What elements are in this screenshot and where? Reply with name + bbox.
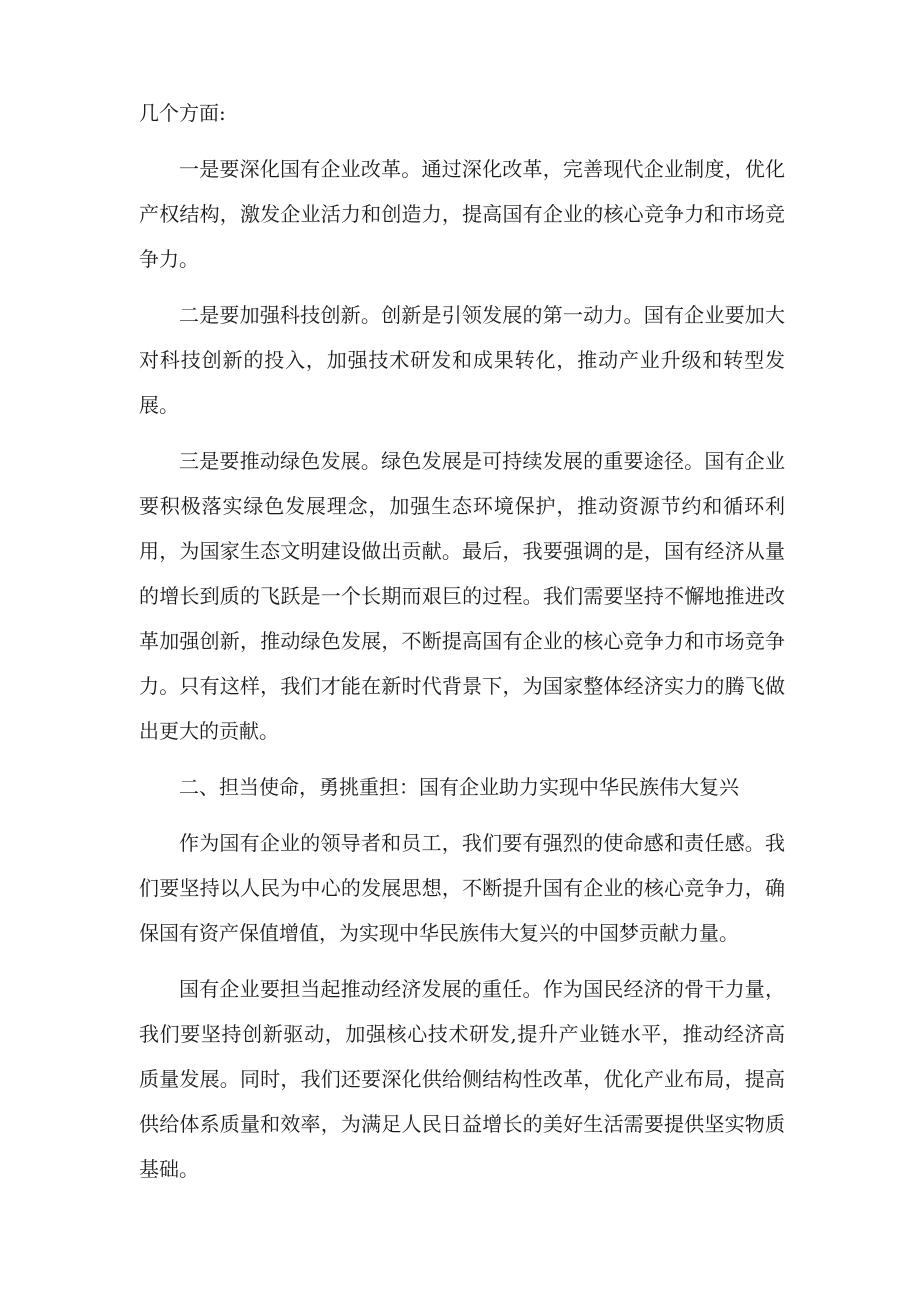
document-body	[139, 91, 785, 1203]
paragraph-point-three: 三是要推动绿色发展。绿色发展是可持续发展的重要途径。国有企业要积极落实绿色发展理念，加强生态环境保护，推动资源节约和循环利用，为国家生态文明建设做出贡献。最后，我要强调的是，国有经济从量的增长到质的飞跃是一个长期而艰巨的过程。我们需要坚持不懈地推进改革加强创新，推动绿色发展，不断提高国有企业的核心竞争力和市场竞争力。只有这样，我们才能在新时代背景下，为国家整体经济实力的腾飞做出更大的贡献。	[139, 449, 785, 743]
paragraph-point-two: 二是要加强科技创新。创新是引领发展的第一动力。国有企业要加大对科技创新的投入，加强技术研发和成果转化，推动产业升级和转型发展。	[139, 303, 785, 417]
paragraph-intro: 几个方面:	[139, 101, 226, 125]
paragraph-point-one: 一是要深化国有企业改革。通过深化改革，完善现代企业制度，优化产权结构，激发企业活力和创造力，提高国有企业的核心竞争力和市场竞争力。	[139, 157, 785, 271]
paragraph-responsibility: 国有企业要担当起推动经济发展的重任。作为国民经济的骨干力量，我们要坚持创新驱动，加强核心技术研发,提升产业链水平，推动经济高质量发展。同时，我们还要深化供给侧结构性改革，优化产业布局，提高供给体系质量和效率，为满足人民日益增长的美好生活需要提供坚实物质基础。	[139, 977, 785, 1181]
paragraph-mission: 作为国有企业的领导者和员工，我们要有强烈的使命感和责任感。我们要坚持以人民为中心的发展思想，不断提升国有企业的核心竞争力，确保国有资产保值增值，为实现中华民族伟大复兴的中国梦贡献力量。	[139, 831, 785, 945]
section-heading: 二、担当使命，勇挑重担：国有企业助力实现中华民族伟大复兴	[179, 775, 739, 799]
